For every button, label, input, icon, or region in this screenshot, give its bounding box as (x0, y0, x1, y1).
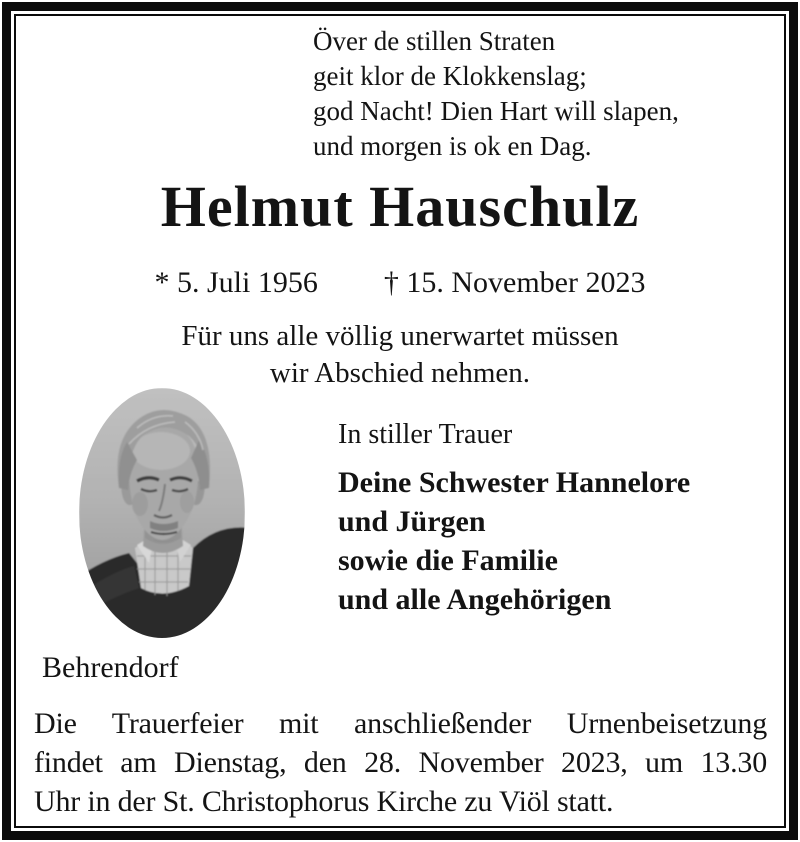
poem-line-1: Över de stillen Straten (313, 26, 556, 56)
mourner-line-2: und Jürgen (338, 505, 486, 538)
poem-line-4: und morgen is ok en Dag. (313, 131, 592, 161)
mourning-frame-inner (14, 14, 786, 828)
poem-line-2: geit klor de Klokkenslag; (313, 61, 587, 91)
mourners-block (338, 418, 690, 619)
funeral-announcement (34, 704, 767, 821)
mourners-names (338, 463, 690, 619)
farewell-text (16, 318, 784, 392)
deceased-name: Helmut Hauschulz (160, 174, 640, 239)
portrait-photo (79, 388, 245, 638)
announcement-line-2: findet am Dienstag, den 28. November 2023, um 13.30 (34, 746, 767, 779)
death-date: † 15. November 2023 (383, 266, 646, 299)
mourning-frame-outer (2, 2, 798, 840)
announcement-line-1: Die Trauerfeier mit anschließender Urnenbeisetzung (34, 707, 767, 740)
poem-line-3: god Nacht! Dien Hart will slapen, (313, 96, 679, 126)
birth-date: * 5. Juli 1956 (154, 266, 318, 299)
announcement-line-3: Uhr in der St. Christophorus Kirche zu Viöl statt. (34, 785, 614, 818)
mourner-line-1: Deine Schwester Hannelore (338, 466, 691, 499)
mourning-intro: In stiller Trauer (338, 419, 513, 450)
mourner-line-4: und alle Angehörigen (338, 583, 612, 616)
mourner-line-3: sowie die Familie (338, 544, 558, 577)
life-dates (16, 265, 784, 301)
farewell-line-1: Für uns alle völlig unerwartet müssen (181, 320, 619, 352)
farewell-line-2: wir Abschied nehmen. (269, 357, 531, 389)
location-name: Behrendorf (42, 651, 179, 684)
portrait-photo-graphic (79, 388, 245, 638)
opening-poem (313, 24, 679, 164)
